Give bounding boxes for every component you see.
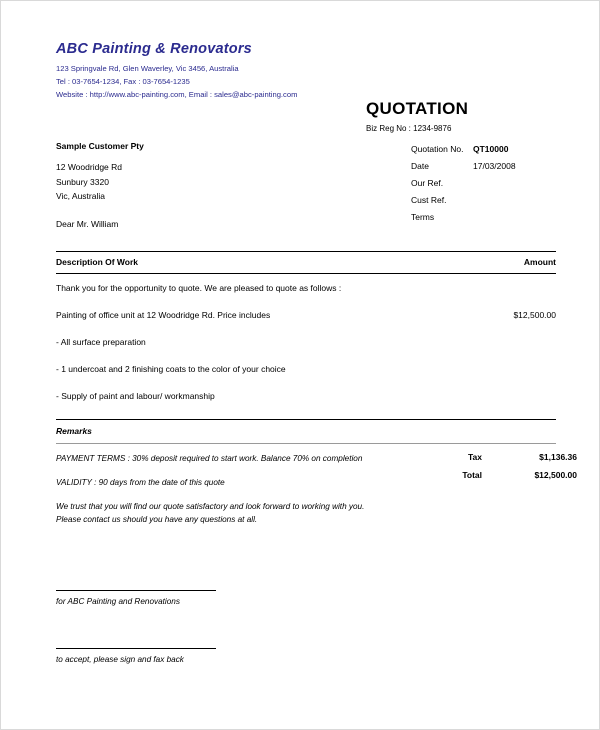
line-amount: $12,500.00 <box>513 310 556 320</box>
document-title-block <box>366 99 556 133</box>
customer-name: Sample Customer Pty <box>56 141 144 151</box>
company-phone: Tel : 03-7654-1234, Fax : 03-7654-1235 <box>56 77 190 86</box>
total-value: $12,500.00 <box>534 470 577 480</box>
quotation-meta <box>411 141 600 226</box>
line-description: - All surface preparation <box>56 337 146 347</box>
meta-value: 17/03/2008 <box>473 161 516 171</box>
meta-row <box>411 141 600 158</box>
company-header <box>56 41 556 101</box>
remarks-title: Remarks <box>56 426 92 436</box>
company-address: 123 Springvale Rd, Glen Waverley, Vic 3456, Australia <box>56 64 239 73</box>
remarks-section <box>56 444 577 564</box>
totals-row-tax <box>426 448 586 466</box>
meta-row <box>411 209 600 226</box>
signature-block-customer <box>56 648 556 664</box>
meta-label: Terms <box>411 212 435 222</box>
tax-label: Tax <box>467 452 482 462</box>
payment-terms-text: PAYMENT TERMS : 30% deposit required to start work. Balance 70% on completion <box>56 454 363 463</box>
customer-address-line-1: 12 Woodridge Rd <box>56 162 122 172</box>
company-name: ABC Painting & Renovators <box>56 41 252 57</box>
totals-row-total <box>426 466 586 484</box>
meta-row <box>411 158 600 175</box>
signature-line[interactable] <box>56 648 216 649</box>
salutation: Dear Mr. William <box>56 218 119 229</box>
signature-caption: to accept, please sign and fax back <box>56 655 184 664</box>
table-row <box>56 382 556 409</box>
table-header-row <box>56 252 556 273</box>
tax-value: $1,136.36 <box>539 452 577 462</box>
document-body <box>56 41 577 664</box>
signature-line[interactable] <box>56 590 216 591</box>
meta-value: QT10000 <box>473 144 509 154</box>
signature-caption: for ABC Painting and Renovations <box>56 597 180 606</box>
line-description: Painting of office unit at 12 Woodridge Rd. Price includes <box>56 310 271 320</box>
total-label: Total <box>462 470 482 480</box>
table-row <box>56 355 556 382</box>
column-header-amount: Amount <box>523 257 556 267</box>
meta-label: Quotation No. <box>411 144 464 154</box>
closing-text: We trust that you will find our quote satisfactory and look forward to working with you. Please contact us should you have any questions at all. <box>56 502 365 524</box>
totals-block <box>426 448 586 484</box>
meta-label: Our Ref. <box>411 178 444 188</box>
spacer <box>56 489 556 500</box>
line-description: - 1 undercoat and 2 finishing coats to the color of your choice <box>56 364 286 374</box>
page-title: QUOTATION <box>366 99 469 118</box>
customer-address-line-3: Vic, Australia <box>56 191 105 201</box>
table-row <box>56 301 556 328</box>
line-description: Thank you for the opportunity to quote. We are pleased to quote as follows : <box>56 283 342 293</box>
column-header-description: Description Of Work <box>56 257 139 267</box>
meta-row <box>411 192 600 209</box>
meta-label: Date <box>411 161 429 171</box>
signature-block-company <box>56 590 556 606</box>
table-row <box>56 328 556 355</box>
validity-text: VALIDITY : 90 days from the date of this quote <box>56 478 225 487</box>
company-website-email: Website : http://www.abc-painting.com, Email : sales@abc-painting.com <box>56 90 298 99</box>
line-description: - Supply of paint and labour/ workmanship <box>56 391 215 401</box>
business-registration: Biz Reg No : 1234-9876 <box>366 124 452 133</box>
customer-and-meta <box>56 141 556 251</box>
meta-label: Cust Ref. <box>411 195 447 205</box>
meta-row <box>411 175 600 192</box>
table-row <box>56 274 556 301</box>
customer-address-line-2: Sunbury 3320 <box>56 176 109 187</box>
